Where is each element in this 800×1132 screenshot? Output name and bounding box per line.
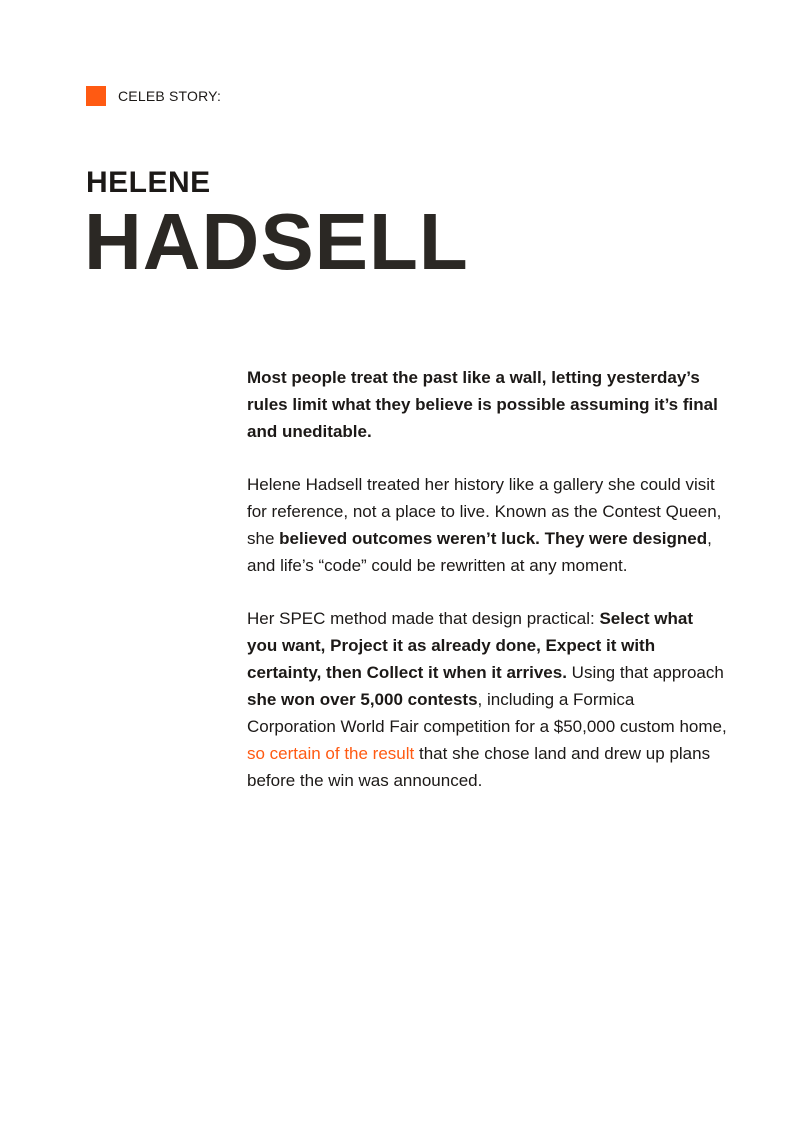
spec-text-highlight: so certain of the result bbox=[247, 744, 415, 763]
spec-text-c: Using that approach bbox=[566, 663, 724, 682]
section-label-text: CELEB STORY: bbox=[118, 88, 222, 104]
article-body bbox=[247, 364, 727, 820]
history-text-c: , and life’s “code” could be rewritten at any moment. bbox=[247, 529, 712, 575]
paragraph-spec-method bbox=[247, 605, 727, 794]
paragraph-intro bbox=[247, 364, 727, 445]
spec-text-steps: Select what you want, Project it as already done, Expect it with certainty, then Collect it when it arrives. bbox=[247, 609, 693, 682]
title-last-name: HADSELL bbox=[84, 197, 469, 286]
spec-text-g: that she chose land and drew up plans before the win was announced. bbox=[247, 744, 711, 790]
spec-text-e: , including a Formica Corporation World Fair competition for a $50,000 custom home, bbox=[247, 690, 727, 736]
orange-square-icon bbox=[86, 86, 106, 106]
paragraph-history bbox=[247, 471, 727, 579]
history-text-a: Helene Hadsell treated her history like a gallery she could visit for reference, not a place to live. Known as the Contest Queen, she bbox=[247, 475, 722, 548]
intro-text: Most people treat the past like a wall, letting yesterday’s rules limit what they believe is possible assuming it’s final and uneditable. bbox=[247, 368, 718, 441]
history-text-emphasis: believed outcomes weren’t luck. They were designed bbox=[279, 529, 708, 548]
spec-text-a: Her SPEC method made that design practical: bbox=[247, 609, 600, 628]
section-label bbox=[86, 86, 221, 106]
spec-text-contests: she won over 5,000 contests bbox=[247, 690, 478, 709]
title-first-name: HELENE bbox=[86, 166, 211, 199]
